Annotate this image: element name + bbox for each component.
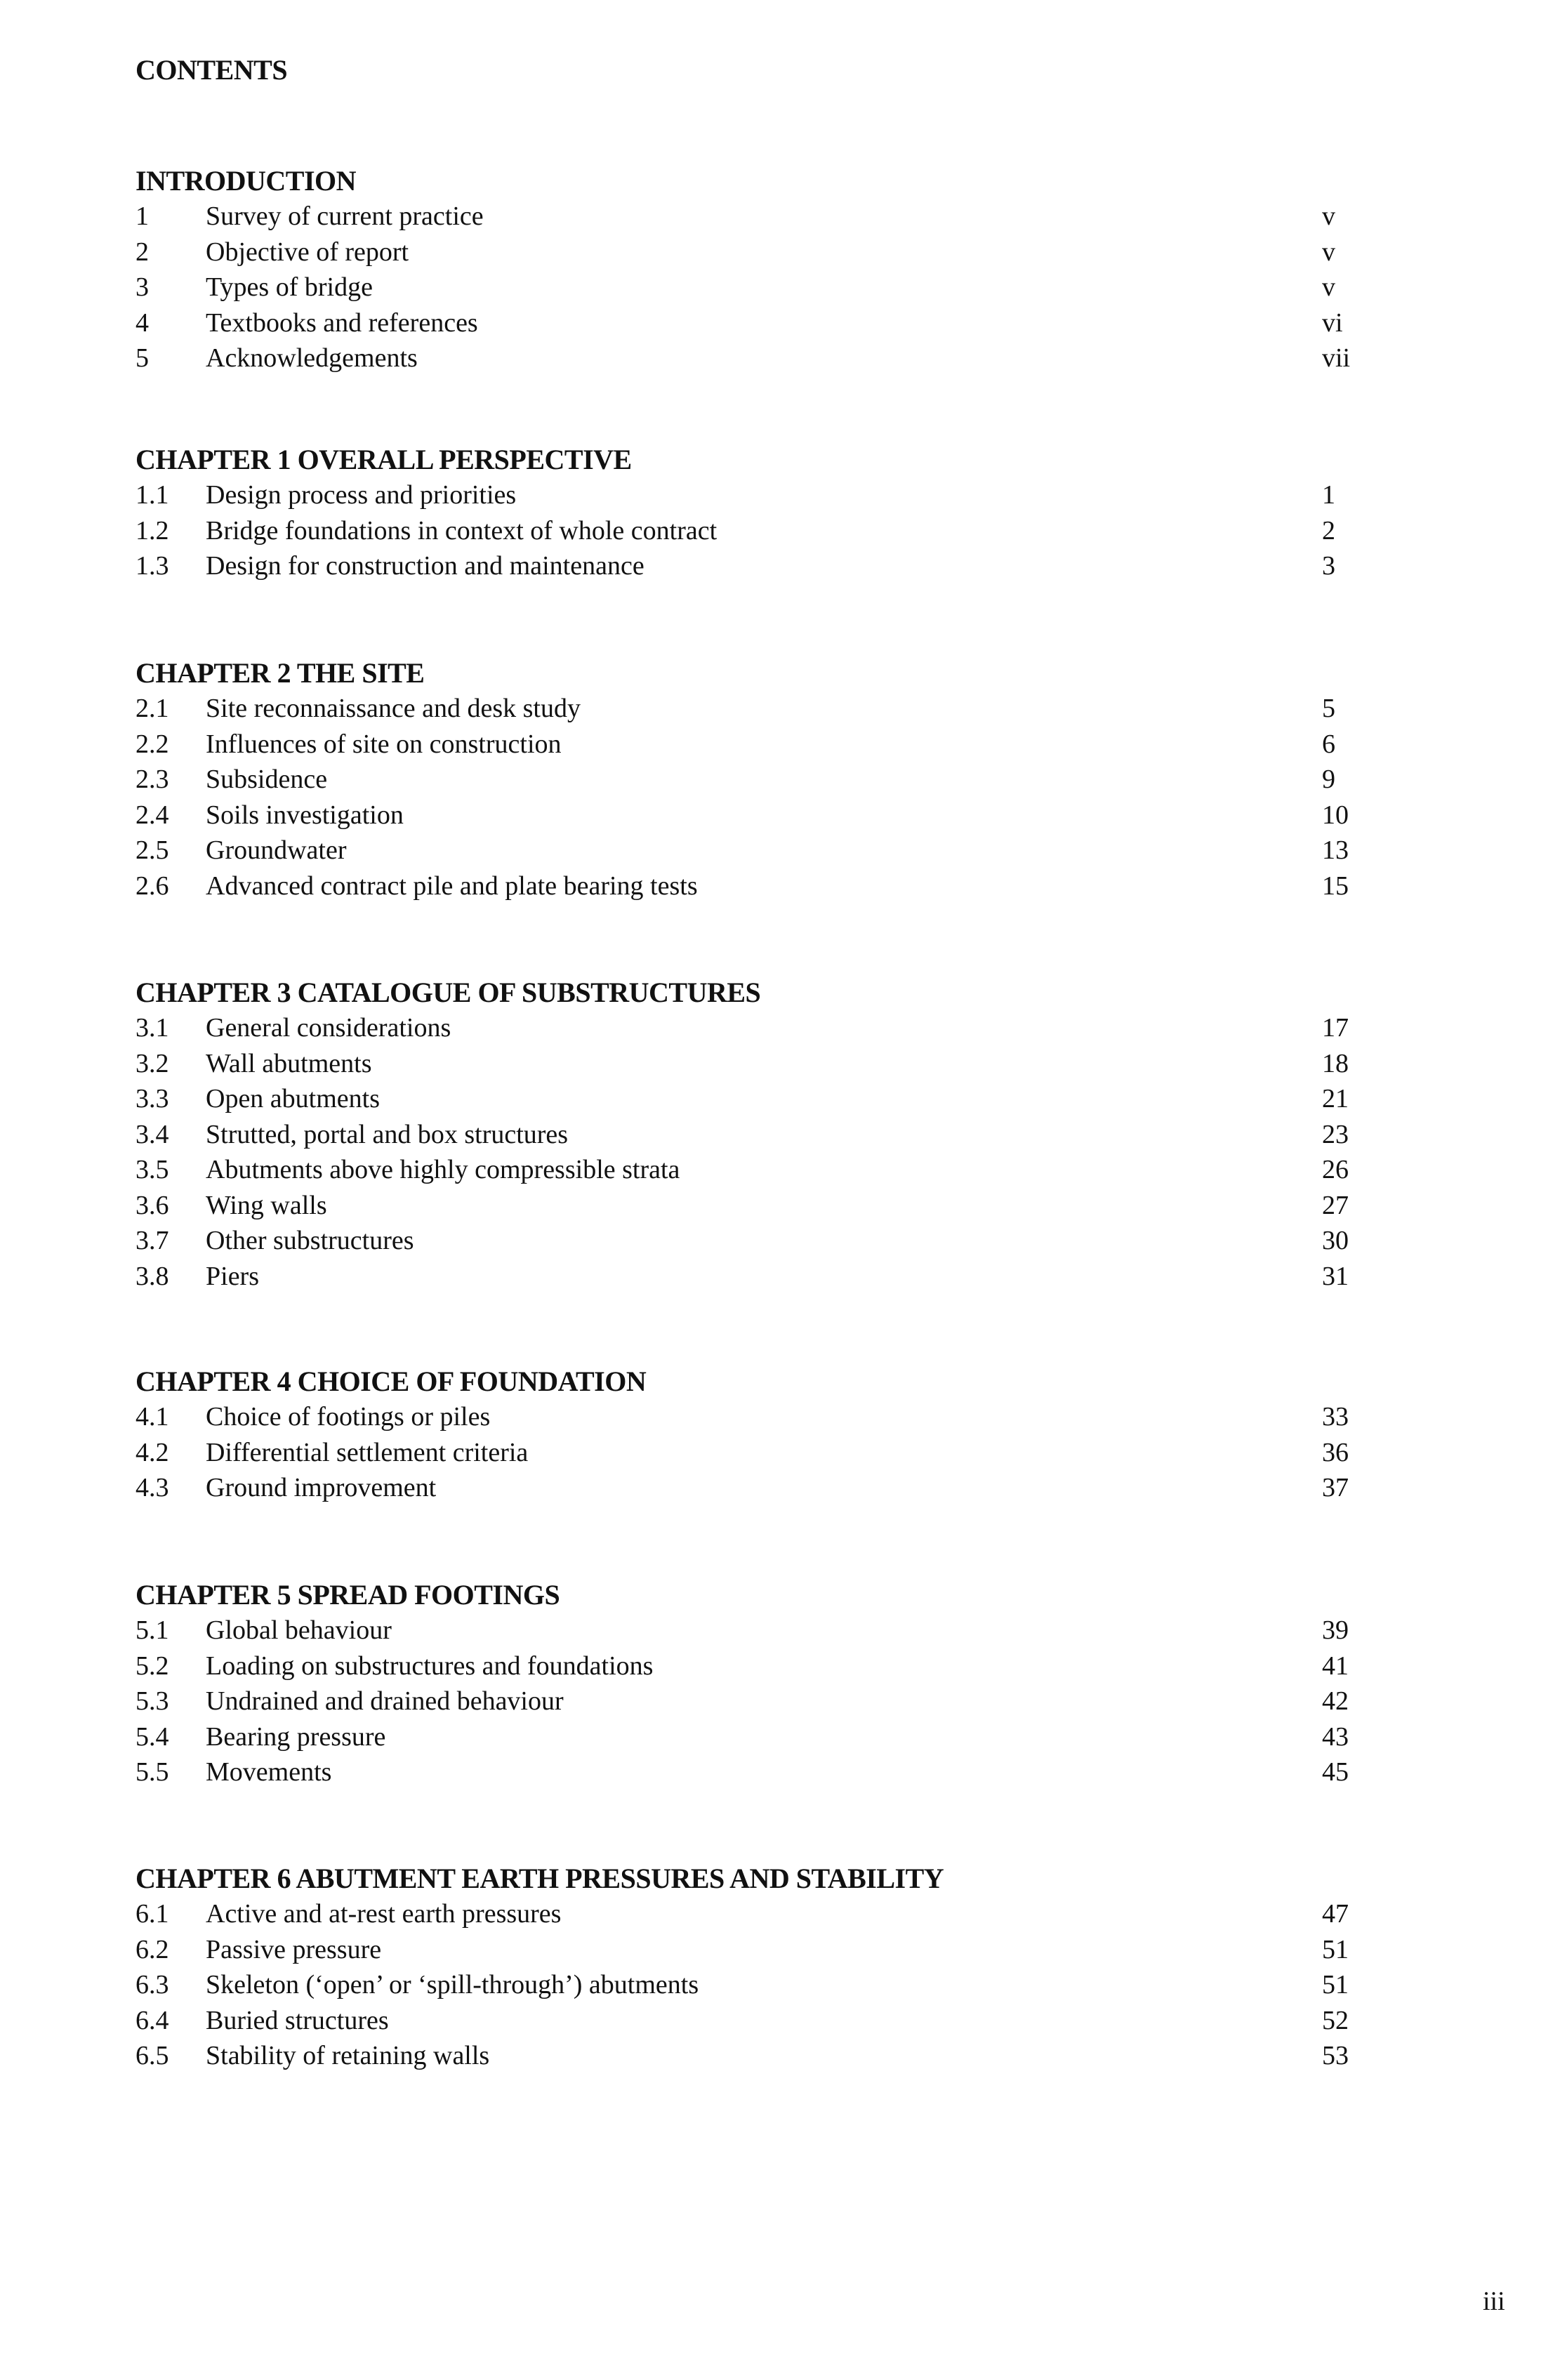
- entry-number: 2.1: [135, 694, 169, 723]
- section-heading: INTRODUCTION: [135, 165, 357, 197]
- page-number: iii: [1483, 2287, 1505, 2316]
- toc-entry: [135, 1896, 1385, 1932]
- toc-entry: [135, 270, 1385, 305]
- entry-title: Groundwater: [206, 835, 347, 865]
- entry-page: vi: [1322, 308, 1343, 338]
- toc-entry: [135, 305, 1385, 341]
- toc-entry: [135, 1470, 1385, 1506]
- entry-title: Bridge foundations in context of whole contract: [206, 515, 718, 546]
- toc-entry: [135, 513, 1385, 549]
- entry-page: 1: [1322, 480, 1335, 510]
- entry-page: v: [1322, 237, 1335, 267]
- entry-number: 3.4: [135, 1119, 169, 1149]
- toc-entry: [135, 1648, 1385, 1684]
- entry-number: 3.2: [135, 1048, 169, 1078]
- entry-page: 23: [1322, 1119, 1349, 1149]
- toc-section-chapter-1: [135, 442, 1385, 584]
- entry-number: 3.6: [135, 1190, 169, 1220]
- entry-title: Design for construction and maintenance: [206, 551, 644, 581]
- toc-entry: [135, 1010, 1385, 1046]
- section-heading: CHAPTER 1 OVERALL PERSPECTIVE: [135, 444, 632, 475]
- entry-page: 21: [1322, 1084, 1349, 1113]
- entry-number: 6.3: [135, 1970, 169, 1999]
- entry-page: 18: [1322, 1048, 1349, 1078]
- entry-title: Site reconnaissance and desk study: [206, 694, 581, 723]
- entry-title: Advanced contract pile and plate bearing tests: [206, 871, 698, 901]
- toc-entry: [135, 798, 1385, 833]
- toc-entry: [135, 1117, 1385, 1153]
- entry-number: 5.2: [135, 1651, 169, 1681]
- toc-entry: [135, 341, 1385, 376]
- entry-title: Ground improvement: [206, 1473, 437, 1502]
- entry-title: Bearing pressure: [206, 1721, 386, 1752]
- toc-entry: [135, 1613, 1385, 1648]
- entry-number: 1: [135, 201, 149, 231]
- entry-number: 6.4: [135, 2005, 169, 2035]
- entry-title: Skeleton (‘open’ or ‘spill-through’) abutments: [206, 1970, 699, 1999]
- toc-entry: [135, 548, 1385, 584]
- entry-number: 5: [135, 343, 149, 373]
- entry-number: 2.4: [135, 800, 169, 830]
- entry-number: 3.8: [135, 1261, 169, 1291]
- entry-title: Choice of footings or piles: [206, 1402, 491, 1432]
- entry-title: Stability of retaining walls: [206, 2041, 490, 2070]
- toc-entry: [135, 1932, 1385, 1968]
- toc-entry: [135, 1754, 1385, 1790]
- entry-number: 2.5: [135, 835, 169, 865]
- entry-number: 3: [135, 272, 149, 302]
- entry-number: 2.2: [135, 729, 169, 759]
- entry-page: 43: [1322, 1721, 1349, 1752]
- entry-number: 2: [135, 237, 149, 267]
- entry-page: v: [1322, 201, 1335, 231]
- toc-section-introduction: [135, 164, 1385, 376]
- entry-page: 52: [1322, 2005, 1349, 2035]
- section-heading: CHAPTER 3 CATALOGUE OF SUBSTRUCTURES: [135, 977, 761, 1008]
- entry-title: Soils investigation: [206, 800, 404, 830]
- toc-entry: [135, 691, 1385, 727]
- entry-page: 42: [1322, 1686, 1349, 1716]
- entry-page: 51: [1322, 1970, 1349, 1999]
- toc-entry: [135, 1152, 1385, 1188]
- entry-page: 9: [1322, 765, 1335, 794]
- entry-page: vii: [1322, 343, 1351, 373]
- entry-title: Loading on substructures and foundations: [206, 1651, 654, 1681]
- toc-entry: [135, 1188, 1385, 1224]
- toc-section-chapter-4: [135, 1364, 1385, 1506]
- entry-page: 36: [1322, 1437, 1349, 1467]
- entry-number: 5.3: [135, 1686, 169, 1716]
- entry-number: 5.1: [135, 1615, 169, 1645]
- entry-number: 2.6: [135, 871, 169, 901]
- entry-number: 6.5: [135, 2041, 169, 2070]
- toc-entry: [135, 1719, 1385, 1755]
- entry-title: Types of bridge: [206, 272, 373, 302]
- entry-page: 2: [1322, 515, 1335, 546]
- toc-entry: [135, 1081, 1385, 1117]
- entry-number: 6.1: [135, 1899, 169, 1929]
- entry-page: 27: [1322, 1190, 1349, 1220]
- entry-title: Buried structures: [206, 2005, 389, 2035]
- entry-number: 3.1: [135, 1013, 169, 1043]
- entry-title: Open abutments: [206, 1084, 381, 1113]
- entry-title: Piers: [206, 1261, 259, 1291]
- toc-entry: [135, 868, 1385, 904]
- entry-title: General considerations: [206, 1013, 451, 1043]
- entry-page: 10: [1322, 800, 1349, 830]
- section-heading: CHAPTER 2 THE SITE: [135, 657, 425, 689]
- entry-number: 4: [135, 308, 149, 338]
- toc-entry: [135, 1435, 1385, 1471]
- entry-page: 41: [1322, 1651, 1349, 1681]
- entry-page: 17: [1322, 1013, 1349, 1043]
- toc-entry: [135, 199, 1385, 234]
- section-heading: CHAPTER 4 CHOICE OF FOUNDATION: [135, 1366, 647, 1397]
- entry-title: Movements: [206, 1757, 332, 1787]
- entry-number: 1.2: [135, 515, 169, 546]
- entry-title: Active and at-rest earth pressures: [206, 1899, 562, 1929]
- entry-title: Undrained and drained behaviour: [206, 1686, 564, 1716]
- toc-entry: [135, 1684, 1385, 1719]
- entry-title: Acknowledgements: [206, 343, 418, 373]
- entry-page: 47: [1322, 1899, 1349, 1929]
- section-heading: CHAPTER 5 SPREAD FOOTINGS: [135, 1579, 560, 1611]
- entry-number: 4.1: [135, 1402, 169, 1432]
- toc-entry: [135, 762, 1385, 798]
- entry-title: Strutted, portal and box structures: [206, 1119, 569, 1149]
- entry-title: Influences of site on construction: [206, 729, 562, 759]
- entry-number: 3.7: [135, 1226, 169, 1255]
- toc-entry: [135, 2003, 1385, 2039]
- entry-page: v: [1322, 272, 1335, 302]
- toc-section-chapter-3: [135, 975, 1385, 1294]
- toc-section-chapter-6: [135, 1861, 1385, 2074]
- section-heading: CHAPTER 6 ABUTMENT EARTH PRESSURES AND STABILITY: [135, 1863, 944, 1894]
- entry-page: 53: [1322, 2041, 1349, 2070]
- entry-page: 37: [1322, 1473, 1349, 1502]
- entry-page: 45: [1322, 1757, 1349, 1787]
- toc-section-chapter-2: [135, 656, 1385, 904]
- entry-page: 51: [1322, 1934, 1349, 1964]
- toc-entry: [135, 1399, 1385, 1435]
- entry-title: Objective of report: [206, 237, 409, 267]
- entry-title: Abutments above highly compressible strata: [206, 1155, 680, 1184]
- entry-page: 6: [1322, 729, 1335, 759]
- entry-number: 2.3: [135, 765, 169, 794]
- entry-number: 5.5: [135, 1757, 169, 1787]
- entry-number: 3.3: [135, 1084, 169, 1113]
- toc-section-chapter-5: [135, 1578, 1385, 1790]
- entry-page: 39: [1322, 1615, 1349, 1645]
- entry-number: 4.3: [135, 1473, 169, 1502]
- entry-title: Subsidence: [206, 765, 328, 794]
- entry-title: Global behaviour: [206, 1615, 392, 1645]
- entry-title: Other substructures: [206, 1226, 414, 1255]
- entry-title: Textbooks and references: [206, 308, 478, 338]
- toc-entry: [135, 477, 1385, 513]
- entry-number: 6.2: [135, 1934, 169, 1964]
- entry-page: 3: [1322, 551, 1335, 581]
- toc-entry: [135, 1967, 1385, 2003]
- entry-title: Design process and priorities: [206, 480, 517, 510]
- toc-entry: [135, 833, 1385, 868]
- toc-entry: [135, 727, 1385, 762]
- entry-title: Wall abutments: [206, 1048, 372, 1078]
- toc-entry: [135, 1223, 1385, 1259]
- entry-page: 30: [1322, 1226, 1349, 1255]
- page-title: CONTENTS: [135, 54, 288, 86]
- entry-page: 5: [1322, 694, 1335, 723]
- entry-title: Passive pressure: [206, 1934, 382, 1964]
- toc-entry: [135, 1259, 1385, 1295]
- entry-page: 33: [1322, 1402, 1349, 1432]
- entry-page: 31: [1322, 1261, 1349, 1291]
- entry-number: 1.1: [135, 480, 169, 510]
- entry-title: Survey of current practice: [206, 201, 484, 231]
- entry-page: 26: [1322, 1155, 1349, 1184]
- entry-number: 4.2: [135, 1437, 169, 1467]
- entry-title: Wing walls: [206, 1190, 327, 1220]
- entry-number: 1.3: [135, 551, 169, 581]
- toc-entry: [135, 234, 1385, 270]
- entry-page: 15: [1322, 871, 1349, 901]
- entry-title: Differential settlement criteria: [206, 1437, 529, 1467]
- entry-number: 5.4: [135, 1721, 169, 1752]
- entry-number: 3.5: [135, 1155, 169, 1184]
- toc-entry: [135, 1046, 1385, 1082]
- entry-page: 13: [1322, 835, 1349, 865]
- toc-entry: [135, 2038, 1385, 2074]
